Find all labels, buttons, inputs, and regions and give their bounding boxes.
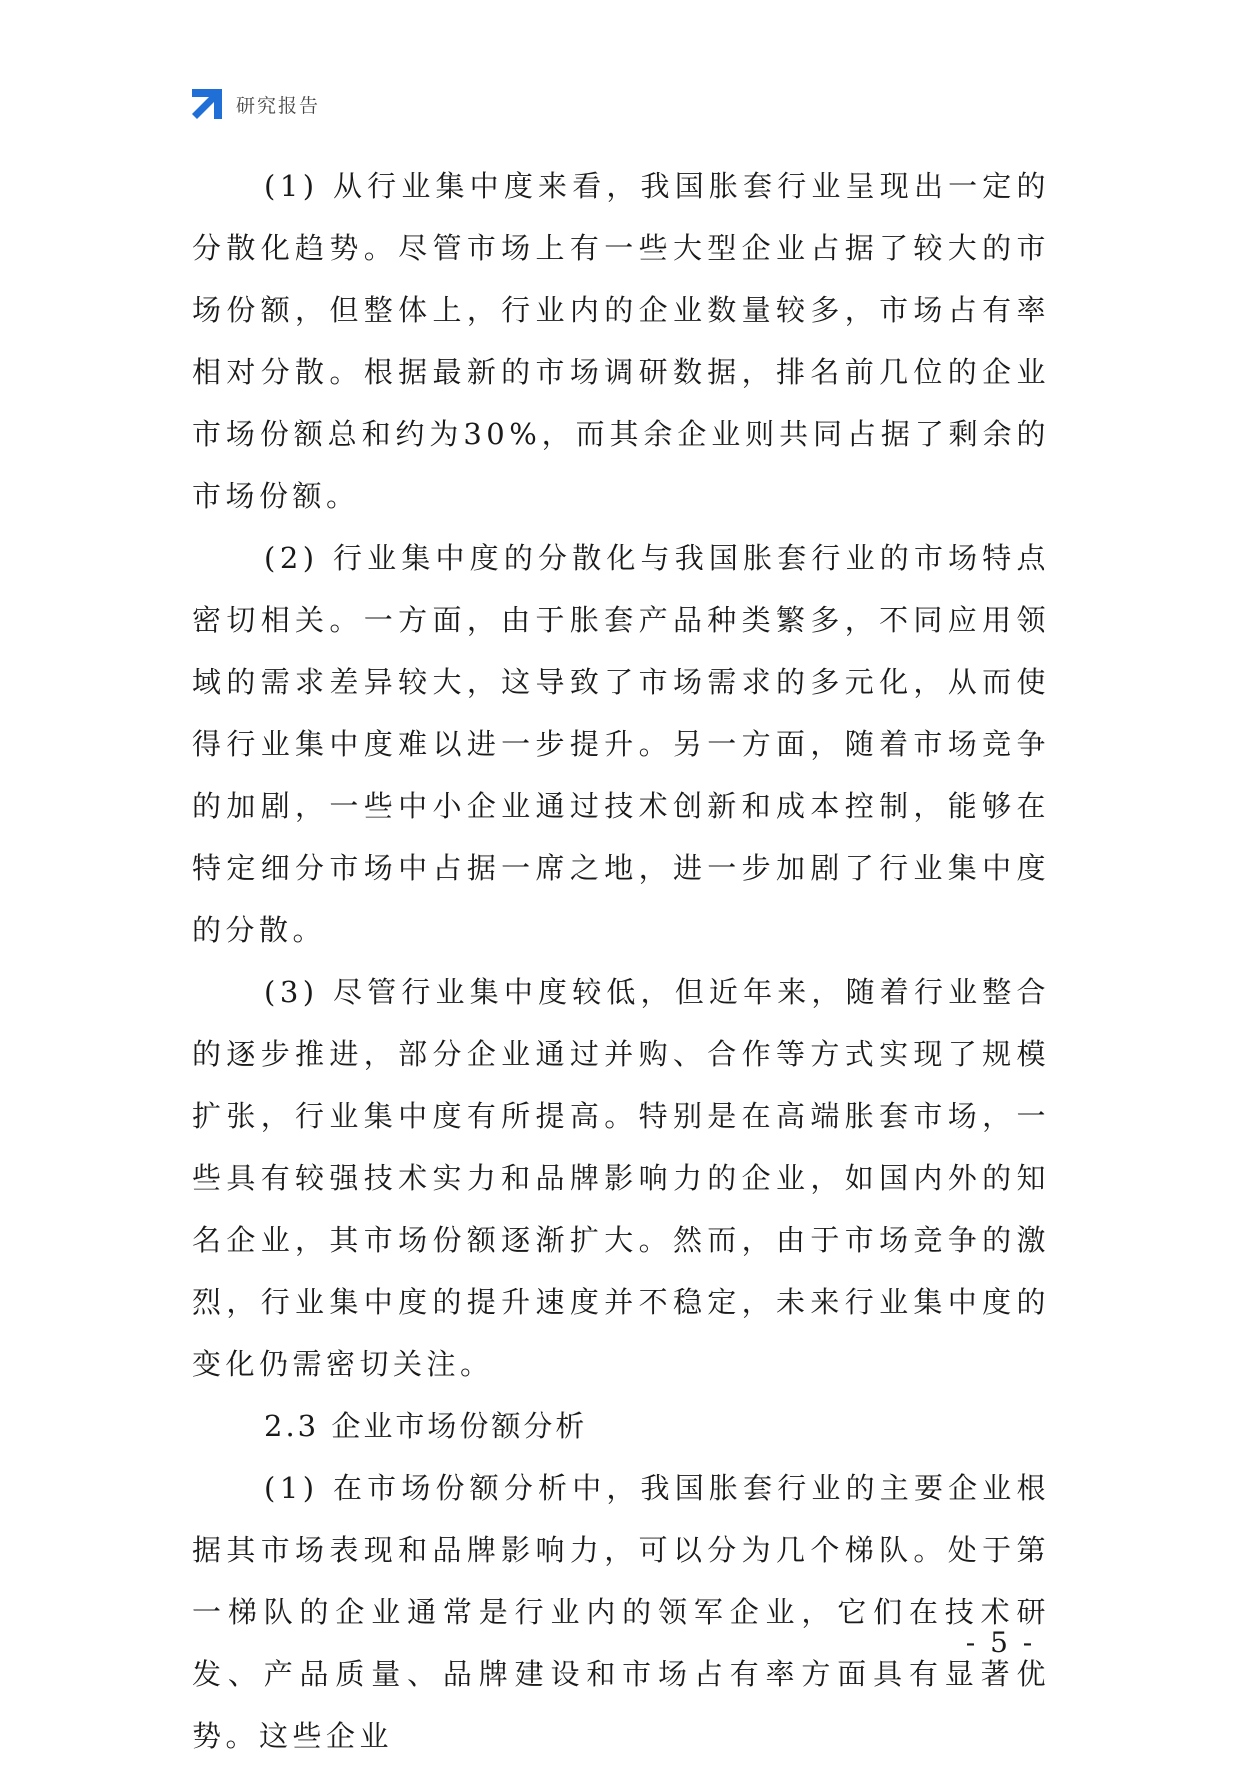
section-heading: 2.3 企业市场份额分析 bbox=[264, 1409, 588, 1443]
paragraph-1: (1) 从行业集中度来看，我国胀套行业呈现出一定的分散化趋势。尽管市场上有一些大型企业占据了较大的市场份额，但整体上，行业内的企业数量较多，市场占有率相对分散。根据最新的市场调研数据，排名前几位的企业市场份额总和约为30%，而其余企业则共同占据了剩余的市场份额。 bbox=[192, 169, 1050, 513]
arrow-up-right-icon bbox=[190, 87, 224, 121]
report-header bbox=[190, 86, 320, 122]
header-title: 研究报告 bbox=[236, 94, 321, 117]
paragraph-3: (3) 尽管行业集中度较低，但近年来，随着行业整合的逐步推进，部分企业通过并购、合作等方式实现了规模扩张，行业集中度有所提高。特别是在高端胀套市场，一些具有较强技术实力和品牌影响力的企业，如国内外的知名企业，其市场份额逐渐扩大。然而，由于市场竞争的激烈，行业集中度的提升速度并不稳定，未来行业集中度的变化仍需密切关注。 bbox=[192, 975, 1050, 1381]
page-number: - 5 - bbox=[965, 1626, 1036, 1659]
document-body bbox=[192, 155, 1050, 1767]
paragraph-2: (2) 行业集中度的分散化与我国胀套行业的市场特点密切相关。一方面，由于胀套产品种类繁多，不同应用领域的需求差异较大，这导致了市场需求的多元化，从而使得行业集中度难以进一步提升。另一方面，随着市场竞争的加剧，一些中小企业通过技术创新和成本控制，能够在特定细分市场中占据一席之地，进一步加剧了行业集中度的分散。 bbox=[192, 541, 1050, 947]
section-paragraph: (1) 在市场份额分析中，我国胀套行业的主要企业根据其市场表现和品牌影响力，可以分为几个梯队。处于第一梯队的企业通常是行业内的领军企业，它们在技术研发、产品质量、品牌建设和市场占有率方面具有显著优势。这些企业 bbox=[192, 1471, 1050, 1753]
